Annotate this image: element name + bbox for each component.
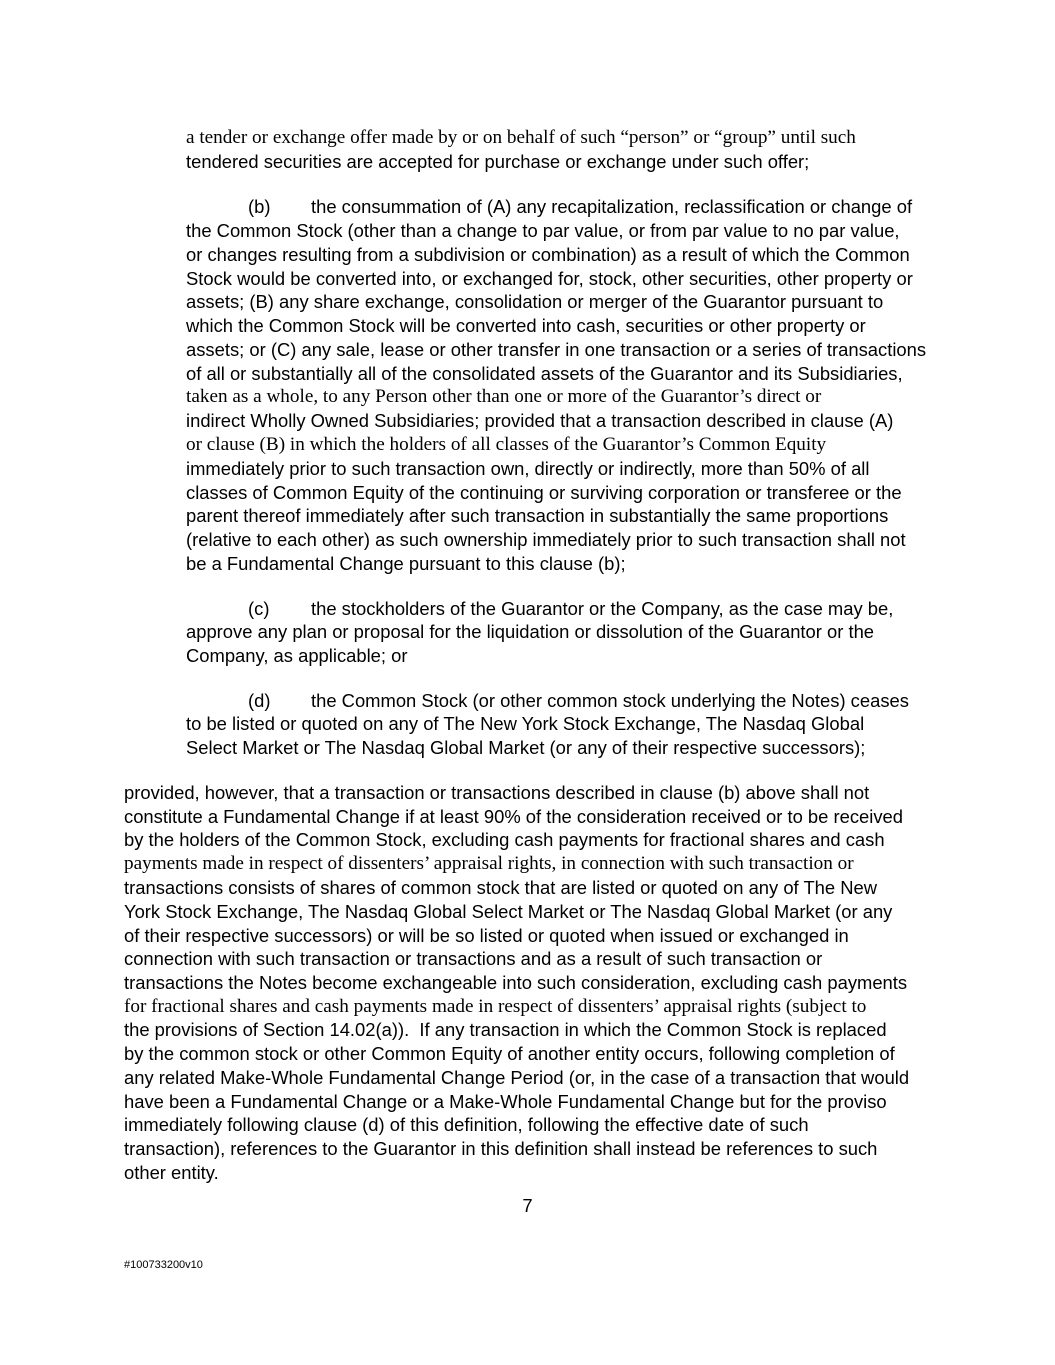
proviso-line-12: by the common stock or other Common Equity of another entity occurs, following completion of	[124, 1043, 895, 1064]
clause-b-line-16: be a Fundamental Change pursuant to this clause (b);	[186, 553, 626, 574]
clause-b-line-2: the Common Stock (other than a change to par value, or from par value to no par value,	[186, 220, 900, 241]
clause-b-line-1: the consummation of (A) any recapitalization, reclassification or change of	[311, 196, 913, 217]
proviso-line-2: constitute a Fundamental Change if at least 90% of the consideration received or to be received	[124, 806, 904, 827]
clause-b-line-8: of all or substantially all of the consolidated assets of the Guarantor and its Subsidiaries,	[186, 363, 903, 384]
clause-b-line-7: assets; or (C) any sale, lease or other transfer in one transaction or a series of transactions	[186, 339, 927, 360]
clause-b-line-12: immediately prior to such transaction own, directly or indirectly, more than 50% of all	[186, 458, 870, 479]
intro-line-1: a tender or exchange offer made by or on behalf of such “person” or “group” until such	[186, 127, 856, 148]
proviso-line-3: by the holders of the Common Stock, excluding cash payments for fractional shares and cash	[124, 829, 885, 850]
proviso-line-10: for fractional shares and cash payments made in respect of dissenters’ appraisal rights (subject to	[124, 996, 867, 1017]
clause-c-label: (c)	[248, 598, 270, 619]
clause-b-line-11: or clause (B) in which the holders of all classes of the Guarantor’s Common Equity	[186, 434, 827, 455]
clause-b-line-9: taken as a whole, to any Person other than one or more of the Guarantor’s direct or	[186, 386, 822, 407]
clause-c-line-2: approve any plan or proposal for the liquidation or dissolution of the Guarantor or the	[186, 621, 875, 642]
clause-b-line-4: Stock would be converted into, or exchanged for, stock, other securities, other property or	[186, 268, 913, 289]
proviso-line-4: payments made in respect of dissenters’ appraisal rights, in connection with such transaction or	[124, 853, 854, 874]
intro-line-2: tendered securities are accepted for purchase or exchange under such offer;	[186, 151, 810, 172]
clause-b-line-13: classes of Common Equity of the continuing or surviving corporation or transferee or the	[186, 482, 902, 503]
page-number: 7	[522, 1195, 533, 1216]
proviso-line-9: transactions the Notes become exchangeable into such consideration, excluding cash payments	[124, 972, 908, 993]
proviso-line-6: York Stock Exchange, The Nasdaq Global Select Market or The Nasdaq Global Market (or any	[124, 901, 893, 922]
proviso-line-15: immediately following clause (d) of this definition, following the effective date of such	[124, 1114, 809, 1135]
proviso-line-5: transactions consists of shares of common stock that are listed or quoted on any of The New	[124, 877, 878, 898]
proviso-line-7: of their respective successors) or will be so listed or quoted when issued or exchanged in	[124, 925, 849, 946]
proviso-line-8: connection with such transaction or transactions and as a result of such transaction or	[124, 948, 823, 969]
proviso-line-1: provided, however, that a transaction or transactions described in clause (b) above shall not	[124, 782, 870, 803]
clause-b-line-3: or changes resulting from a subdivision or combination) as a result of which the Common	[186, 244, 910, 265]
clause-b-line-14: parent thereof immediately after such transaction in substantially the same proportions	[186, 505, 889, 526]
clause-d-line-1: the Common Stock (or other common stock underlying the Notes) ceases	[311, 690, 909, 711]
clause-b-label: (b)	[248, 196, 271, 217]
clause-b-line-10: indirect Wholly Owned Subsidiaries; provided that a transaction described in clause (A)	[186, 410, 894, 431]
clause-c-line-1: the stockholders of the Guarantor or the Company, as the case may be,	[311, 598, 894, 619]
proviso-line-16: transaction), references to the Guarantor in this definition shall instead be references to such	[124, 1138, 878, 1159]
clause-b-line-15: (relative to each other) as such ownership immediately prior to such transaction shall not	[186, 529, 906, 550]
document-id: #100733200v10	[124, 1259, 203, 1271]
proviso-line-13: any related Make-Whole Fundamental Change Period (or, in the case of a transaction that would	[124, 1067, 910, 1088]
proviso-line-11: the provisions of Section 14.02(a)). If any transaction in which the Common Stock is replaced	[124, 1019, 887, 1040]
clause-d-line-3: Select Market or The Nasdaq Global Market (or any of their respective successors);	[186, 737, 866, 758]
proviso-line-14: have been a Fundamental Change or a Make-Whole Fundamental Change but for the proviso	[124, 1091, 887, 1112]
clause-b-line-5: assets; (B) any share exchange, consolidation or merger of the Guarantor pursuant to	[186, 291, 884, 312]
proviso-line-17: other entity.	[124, 1162, 219, 1183]
clause-d-line-2: to be listed or quoted on any of The New York Stock Exchange, The Nasdaq Global	[186, 713, 865, 734]
clause-d-label: (d)	[248, 690, 271, 711]
clause-b-line-6: which the Common Stock will be converted into cash, securities or other property or	[186, 315, 866, 336]
clause-c-line-3: Company, as applicable; or	[186, 645, 408, 666]
